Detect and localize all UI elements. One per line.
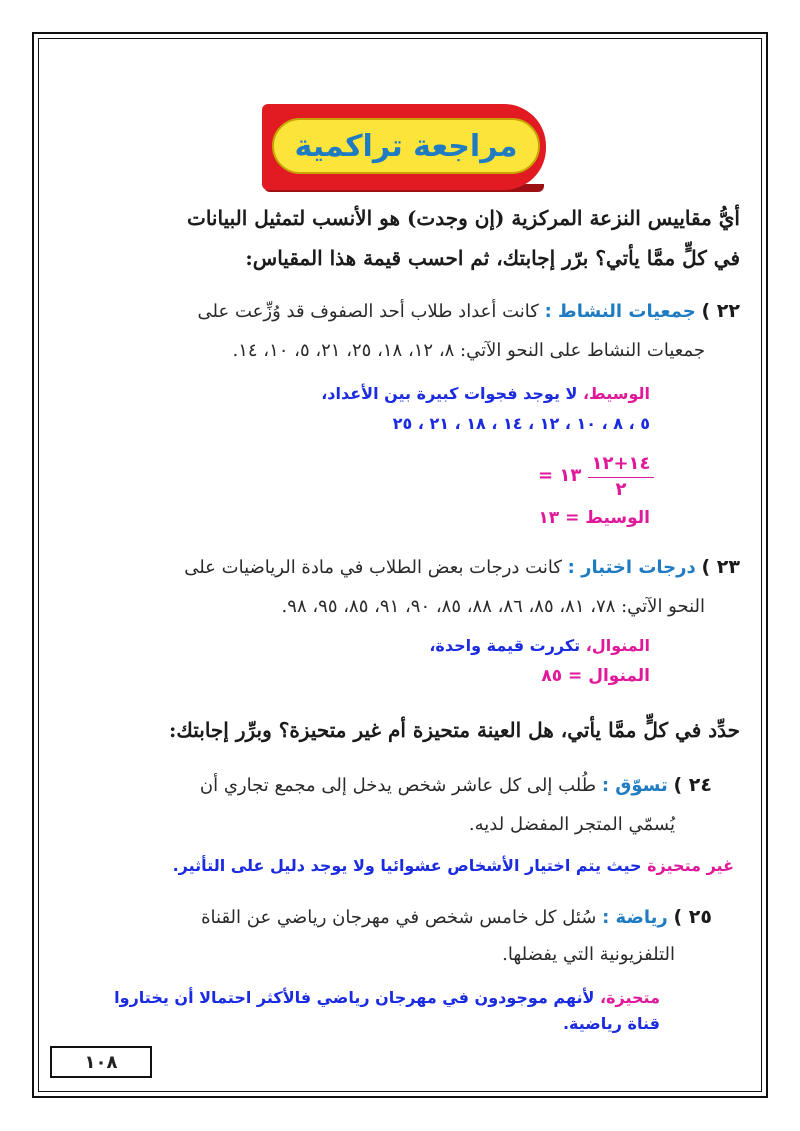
q23-answer-line-1: [60, 636, 650, 655]
q23-topic: درجات اختبار :: [567, 557, 696, 578]
q23-answer-label: المنوال،: [585, 636, 650, 655]
page-number-box: [50, 1046, 152, 1078]
q23-number: ٢٣ ): [701, 556, 740, 578]
q25-answer-line-1: [80, 988, 660, 1007]
q24-answer-label: غير متحيزة: [647, 856, 734, 875]
intro-line-1: أيُّ مقاييس النزعة المركزية (إن وجدت) هو الأنسب لتمثيل البيانات: [187, 206, 740, 230]
q23-answer-reason: تكررت قيمة واحدة،: [429, 636, 586, 655]
intro2-line: حدِّد في كلٍّ ممَّا يأتي، هل العينة متحيزة أم غير متحيزة؟ وبرِّر إجابتك:: [169, 718, 740, 742]
q22-median-fraction: [538, 453, 658, 501]
q22-text-1: كانت أعداد طلاب أحد الصفوف قد وُزِّعت على: [197, 301, 539, 322]
q25-answer-line-2: قناة رياضية.: [562, 1014, 660, 1033]
q22-answer-line-1: [60, 384, 650, 403]
q25-answer-label: متحيزة،: [600, 988, 660, 1007]
fraction-result: ١٣ =: [538, 465, 582, 486]
q25-topic: رياضة :: [602, 907, 668, 928]
q23-final-answer: المنوال = ٨٥: [541, 666, 650, 686]
q24-number: ٢٤ ): [673, 774, 712, 796]
q22-sorted-values: ٥ ، ٨ ، ١٠ ، ١٢ ، ١٤ ، ١٨ ، ٢١ ، ٢٥: [392, 414, 650, 433]
intro-line-2: في كلٍّ ممَّا يأتي؟ برّر إجابتك، ثم احسب قيمة هذا المقياس:: [245, 246, 740, 270]
q24-line-2: يُسمّي المتجر المفضل لديه.: [468, 814, 675, 835]
title-pill: [272, 118, 540, 174]
q22-line-2: جمعيات النشاط على النحو الآتي: ٨، ١٢، ١٨، ٢٥، ٢١، ٥، ١٠، ١٤.: [232, 340, 705, 361]
q25-line-1: [60, 906, 712, 928]
q22-number: ٢٢ ): [701, 300, 740, 322]
q25-text-1: سُئل كل خامس شخص في مهرجان رياضي عن القناة: [201, 907, 597, 928]
title-banner: [262, 104, 546, 190]
q23-line-1: [60, 556, 740, 578]
q23-line-2: النحو الآتي: ٧٨، ٨١، ٨٥، ٨٦، ٨٨، ٨٥، ٩٠، ٩١، ٨٥، ٩٥، ٩٨.: [281, 596, 705, 617]
q22-final-answer: الوسيط = ١٣: [538, 508, 650, 528]
fraction-numerator: ١٤+١٢: [591, 453, 651, 474]
q22-line-1: [60, 300, 740, 322]
q22-answer-reason: لا يوجد فجوات كبيرة بين الأعداد،: [321, 384, 583, 403]
q25-line-2: التلفزيونية التي يفضلها.: [502, 944, 675, 965]
q25-answer-reason: لأنهم موجودون في مهرجان رياضي فالأكثر احتمالا أن يختاروا: [114, 988, 601, 1007]
q25-number: ٢٥ ): [673, 906, 712, 928]
q23-text-1: كانت درجات بعض الطلاب في مادة الرياضيات على: [184, 557, 562, 578]
q24-answer: [44, 856, 734, 875]
q24-answer-reason: حيث يتم اختيار الأشخاص عشوائيا ولا يوجد دليل على التأثير.: [172, 856, 648, 875]
q24-line-1: [60, 774, 712, 796]
fraction-bar: [588, 477, 654, 478]
q22-topic: جمعيات النشاط :: [544, 301, 696, 322]
q24-text-1: طُلب إلى كل عاشر شخص يدخل إلى مجمع تجاري أن: [199, 775, 597, 796]
page-title: مراجعة تراكمية: [294, 128, 518, 164]
q22-answer-label: الوسيط،: [583, 384, 650, 403]
fraction-denominator: ٢: [615, 479, 627, 500]
page-number: ١٠٨: [84, 1051, 118, 1073]
q24-topic: تسوّق :: [601, 775, 668, 796]
